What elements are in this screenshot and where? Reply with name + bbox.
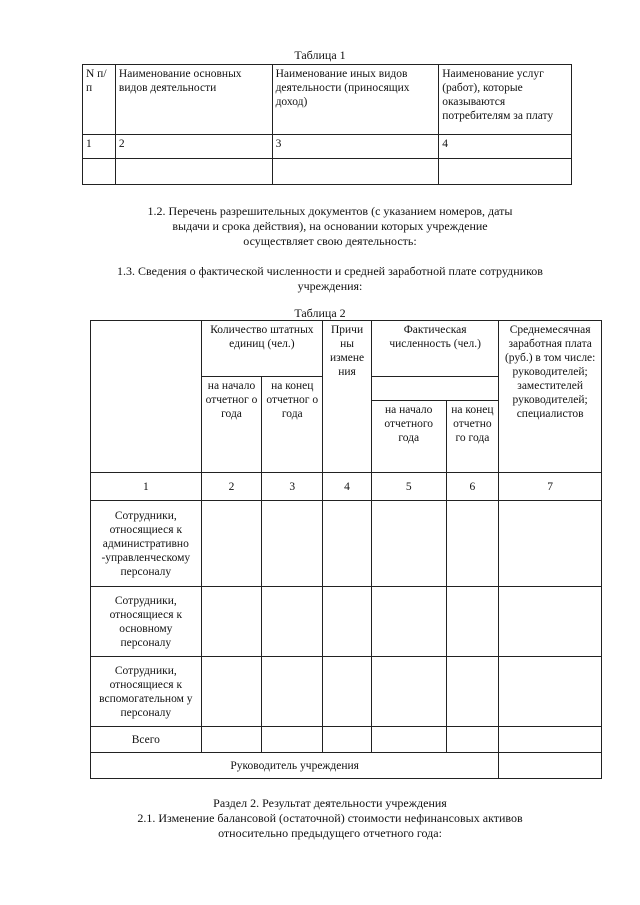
section-2-title: Раздел 2. Результат деятельности учреждения — [213, 796, 447, 810]
table2-row-label-admin: Сотрудники, относящиеся к административно -управленческому персоналу — [91, 501, 202, 587]
table2-empty-cell — [323, 587, 372, 657]
table1-caption: Таблица 1 — [294, 48, 346, 62]
section-2 — [60, 796, 600, 841]
section-1-3-line2: учреждения: — [297, 279, 363, 293]
table1-header-other-activities: Наименование иных видов деятельности (приносящих доход) — [272, 65, 439, 135]
table2-empty-cell — [201, 587, 262, 657]
table2-empty-cell — [499, 501, 602, 587]
table2-header-blank — [91, 321, 202, 473]
table2-header-staff-units: Количество штатных единиц (чел.) — [201, 321, 323, 377]
table2-header-start-year: на начало отчетног о года — [201, 377, 262, 473]
table2-empty-cell — [262, 501, 323, 587]
table2-header-actual: Фактическая численность (чел.) — [371, 321, 498, 377]
table2-empty-cell — [371, 587, 446, 657]
table2-header-actual-spacer — [371, 377, 498, 401]
table2-row-label-main: Сотрудники, относящиеся к основному персоналу — [91, 587, 202, 657]
section-1-2 — [60, 204, 600, 249]
table2-caption: Таблица 2 — [294, 306, 346, 320]
table1-empty-cell — [115, 159, 272, 185]
table1-empty-cell — [272, 159, 439, 185]
table2 — [90, 320, 602, 779]
table2-empty-cell — [446, 657, 499, 727]
table2-number-cell: 6 — [446, 473, 499, 501]
table2-header-end-year: на конец отчетног о года — [262, 377, 323, 473]
table2-row-label-support: Сотрудники, относящиеся к вспомогательном у персоналу — [91, 657, 202, 727]
table1-number-cell: 3 — [272, 135, 439, 159]
table2-empty-cell — [371, 657, 446, 727]
table2-empty-cell — [323, 657, 372, 727]
section-2-line1: 2.1. Изменение балансовой (остаточной) стоимости нефинансовых активов — [137, 811, 523, 825]
table2-empty-cell — [371, 501, 446, 587]
table2-empty-cell — [446, 587, 499, 657]
table1 — [82, 64, 572, 185]
table1-empty-cell — [439, 159, 572, 185]
table1-empty-cell — [83, 159, 116, 185]
table2-number-cell: 3 — [262, 473, 323, 501]
table2-header-salary: Среднемесячная заработная плата (руб.) в том числе: руководителей; заместителей руководителей; специалистов — [499, 321, 602, 473]
table2-header-actual-start: на начало отчетного года — [371, 401, 446, 473]
table2-number-cell: 1 — [91, 473, 202, 501]
table2-empty-cell — [201, 657, 262, 727]
table2-empty-cell — [201, 727, 262, 753]
table2-empty-cell — [446, 501, 499, 587]
table2-empty-cell — [499, 727, 602, 753]
table2-empty-cell — [262, 587, 323, 657]
table2-header-actual-end: на конец отчетно го года — [446, 401, 499, 473]
table2-empty-cell — [446, 727, 499, 753]
section-1-3-line1: 1.3. Сведения о фактической численности и средней заработной плате сотрудников — [117, 264, 543, 278]
section-1-3 — [60, 264, 600, 294]
table2-empty-cell — [262, 657, 323, 727]
table1-header-number: N п/п — [83, 65, 116, 135]
table2-number-cell: 2 — [201, 473, 262, 501]
table2-empty-cell — [499, 753, 602, 779]
section-2-line2: относительно предыдущего отчетного года: — [218, 826, 442, 840]
section-1-2-line2: выдачи и срока действия), на основании которых учреждение — [172, 219, 488, 233]
table1-header-main-activities: Наименование основных видов деятельности — [115, 65, 272, 135]
table2-number-cell: 4 — [323, 473, 372, 501]
table1-header-paid-services: Наименование услуг (работ), которые оказываются потребителям за плату — [439, 65, 572, 135]
table2-number-cell: 7 — [499, 473, 602, 501]
table2-empty-cell — [323, 727, 372, 753]
table2-row-label-total: Всего — [91, 727, 202, 753]
table2-empty-cell — [499, 657, 602, 727]
table1-number-cell: 1 — [83, 135, 116, 159]
table2-empty-cell — [262, 727, 323, 753]
table2-head-of-institution: Руководитель учреждения — [91, 753, 499, 779]
table2-empty-cell — [371, 727, 446, 753]
table1-number-cell: 4 — [439, 135, 572, 159]
table2-empty-cell — [201, 501, 262, 587]
table2-empty-cell — [323, 501, 372, 587]
section-1-2-line3: осуществляет свою деятельность: — [243, 234, 417, 248]
table2-empty-cell — [499, 587, 602, 657]
table2-number-cell: 5 — [371, 473, 446, 501]
section-1-2-line1: 1.2. Перечень разрешительных документов (с указанием номеров, даты — [147, 204, 513, 218]
table1-number-cell: 2 — [115, 135, 272, 159]
table2-header-reasons: Причи ны измене ния — [323, 321, 372, 473]
